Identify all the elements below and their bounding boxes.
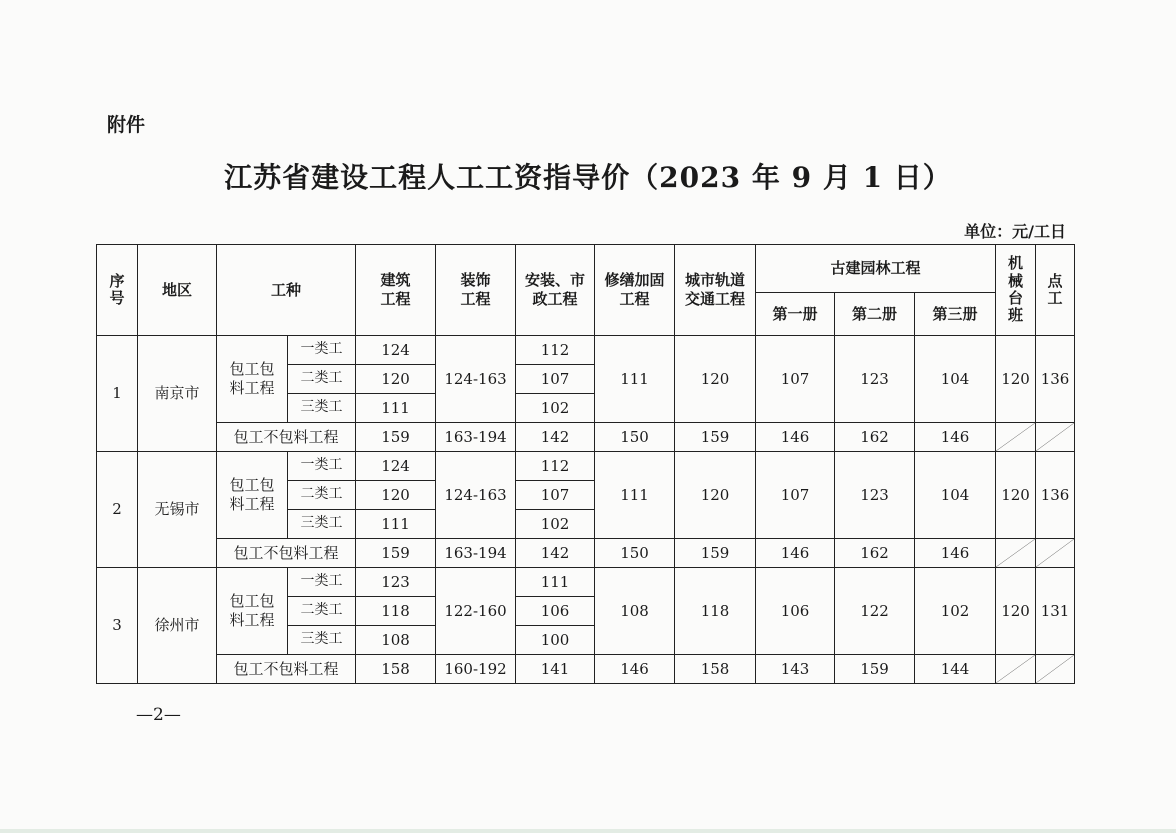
header-rail: 城市轨道交通工程 xyxy=(675,245,756,336)
wage-price-table xyxy=(96,244,1075,684)
page-number: —2— xyxy=(136,705,181,725)
slash-mark xyxy=(996,423,1035,451)
garden-vol3-cell: 146 xyxy=(915,539,996,568)
decoration-cell: 124-163 xyxy=(436,452,516,539)
table-row xyxy=(97,336,1075,365)
labor-inclusive-cell: 包工包料工程 xyxy=(217,568,288,655)
slash-mark xyxy=(1036,655,1074,683)
building-cell: 159 xyxy=(356,423,436,452)
labor-only-cell: 包工不包料工程 xyxy=(217,539,356,568)
labor-inclusive-cell: 包工包料工程 xyxy=(217,336,288,423)
building-cell: 108 xyxy=(356,626,436,655)
table-row xyxy=(97,539,1075,568)
building-cell: 124 xyxy=(356,452,436,481)
spot-work-cell: 136 xyxy=(1036,452,1075,539)
header-install-municipal: 安装、市政工程 xyxy=(516,245,595,336)
empty-machinery-cell xyxy=(996,423,1036,452)
garden-vol1-cell: 146 xyxy=(756,423,835,452)
garden-vol1-cell: 107 xyxy=(756,452,835,539)
region-cell: 南京市 xyxy=(138,336,217,452)
slash-mark xyxy=(996,539,1035,567)
header-repair: 修缮加固工程 xyxy=(595,245,675,336)
repair-cell: 150 xyxy=(595,423,675,452)
decoration-cell: 160-192 xyxy=(436,655,516,684)
header-garden-vol1: 第一册 xyxy=(756,293,835,336)
region-cell: 无锡市 xyxy=(138,452,217,568)
labor-inclusive-cell: 包工包料工程 xyxy=(217,452,288,539)
table-body xyxy=(97,336,1075,684)
garden-vol1-cell: 107 xyxy=(756,336,835,423)
decoration-cell: 124-163 xyxy=(436,336,516,423)
building-cell: 120 xyxy=(356,481,436,510)
building-cell: 123 xyxy=(356,568,436,597)
install-cell: 107 xyxy=(516,481,595,510)
machinery-cell: 120 xyxy=(996,452,1036,539)
install-cell: 141 xyxy=(516,655,595,684)
header-decoration: 装饰工程 xyxy=(436,245,516,336)
rail-cell: 159 xyxy=(675,423,756,452)
header-garden: 古建园林工程 xyxy=(756,245,996,293)
labor-only-cell: 包工不包料工程 xyxy=(217,423,356,452)
install-cell: 112 xyxy=(516,452,595,481)
grade-cell: 三类工 xyxy=(288,394,356,423)
header-seq: 序号 xyxy=(97,245,138,336)
slash-mark xyxy=(996,655,1035,683)
grade-cell: 一类工 xyxy=(288,452,356,481)
machinery-cell: 120 xyxy=(996,336,1036,423)
garden-vol1-cell: 106 xyxy=(756,568,835,655)
building-cell: 120 xyxy=(356,365,436,394)
seq-cell: 3 xyxy=(97,568,138,684)
garden-vol2-cell: 162 xyxy=(835,539,915,568)
garden-vol3-cell: 146 xyxy=(915,423,996,452)
empty-spot-work-cell xyxy=(1036,655,1075,684)
table-row xyxy=(97,452,1075,481)
garden-vol3-cell: 104 xyxy=(915,336,996,423)
header-work-type: 工种 xyxy=(217,245,356,336)
slash-mark xyxy=(1036,423,1074,451)
header-garden-vol2: 第二册 xyxy=(835,293,915,336)
table-row xyxy=(97,568,1075,597)
install-cell: 112 xyxy=(516,336,595,365)
garden-vol3-cell: 102 xyxy=(915,568,996,655)
rail-cell: 159 xyxy=(675,539,756,568)
slash-mark xyxy=(1036,539,1074,567)
header-region: 地区 xyxy=(138,245,217,336)
rail-cell: 120 xyxy=(675,452,756,539)
seq-cell: 1 xyxy=(97,336,138,452)
grade-cell: 三类工 xyxy=(288,510,356,539)
install-cell: 102 xyxy=(516,394,595,423)
unit-label: 单位：元/工日 xyxy=(964,222,1066,241)
garden-vol1-cell: 143 xyxy=(756,655,835,684)
header-machinery: 机械台班 xyxy=(996,245,1036,336)
repair-cell: 146 xyxy=(595,655,675,684)
labor-only-cell: 包工不包料工程 xyxy=(217,655,356,684)
decoration-cell: 163-194 xyxy=(436,539,516,568)
garden-vol3-cell: 104 xyxy=(915,452,996,539)
document-title: 江苏省建设工程人工工资指导价（2023 年 9 月 1 日） xyxy=(224,161,952,194)
rail-cell: 158 xyxy=(675,655,756,684)
grade-cell: 三类工 xyxy=(288,626,356,655)
repair-cell: 111 xyxy=(595,452,675,539)
garden-vol2-cell: 123 xyxy=(835,452,915,539)
empty-spot-work-cell xyxy=(1036,539,1075,568)
garden-vol1-cell: 146 xyxy=(756,539,835,568)
garden-vol2-cell: 162 xyxy=(835,423,915,452)
header-building: 建筑工程 xyxy=(356,245,436,336)
empty-spot-work-cell xyxy=(1036,423,1075,452)
machinery-cell: 120 xyxy=(996,568,1036,655)
install-cell: 102 xyxy=(516,510,595,539)
building-cell: 111 xyxy=(356,394,436,423)
repair-cell: 108 xyxy=(595,568,675,655)
decoration-cell: 163-194 xyxy=(436,423,516,452)
empty-machinery-cell xyxy=(996,655,1036,684)
rail-cell: 120 xyxy=(675,336,756,423)
garden-vol3-cell: 144 xyxy=(915,655,996,684)
garden-vol2-cell: 122 xyxy=(835,568,915,655)
grade-cell: 二类工 xyxy=(288,365,356,394)
garden-vol2-cell: 123 xyxy=(835,336,915,423)
header-garden-vol3: 第三册 xyxy=(915,293,996,336)
decoration-cell: 122-160 xyxy=(436,568,516,655)
building-cell: 159 xyxy=(356,539,436,568)
rail-cell: 118 xyxy=(675,568,756,655)
grade-cell: 一类工 xyxy=(288,568,356,597)
install-cell: 100 xyxy=(516,626,595,655)
region-cell: 徐州市 xyxy=(138,568,217,684)
grade-cell: 二类工 xyxy=(288,481,356,510)
building-cell: 124 xyxy=(356,336,436,365)
spot-work-cell: 131 xyxy=(1036,568,1075,655)
header-spot-work: 点工 xyxy=(1036,245,1075,336)
install-cell: 142 xyxy=(516,423,595,452)
grade-cell: 二类工 xyxy=(288,597,356,626)
repair-cell: 150 xyxy=(595,539,675,568)
repair-cell: 111 xyxy=(595,336,675,423)
install-cell: 111 xyxy=(516,568,595,597)
install-cell: 106 xyxy=(516,597,595,626)
table-row xyxy=(97,423,1075,452)
install-cell: 107 xyxy=(516,365,595,394)
seq-cell: 2 xyxy=(97,452,138,568)
empty-machinery-cell xyxy=(996,539,1036,568)
garden-vol2-cell: 159 xyxy=(835,655,915,684)
install-cell: 142 xyxy=(516,539,595,568)
attachment-label: 附件 xyxy=(107,114,146,136)
grade-cell: 一类工 xyxy=(288,336,356,365)
building-cell: 118 xyxy=(356,597,436,626)
table-row xyxy=(97,655,1075,684)
building-cell: 111 xyxy=(356,510,436,539)
spot-work-cell: 136 xyxy=(1036,336,1075,423)
building-cell: 158 xyxy=(356,655,436,684)
